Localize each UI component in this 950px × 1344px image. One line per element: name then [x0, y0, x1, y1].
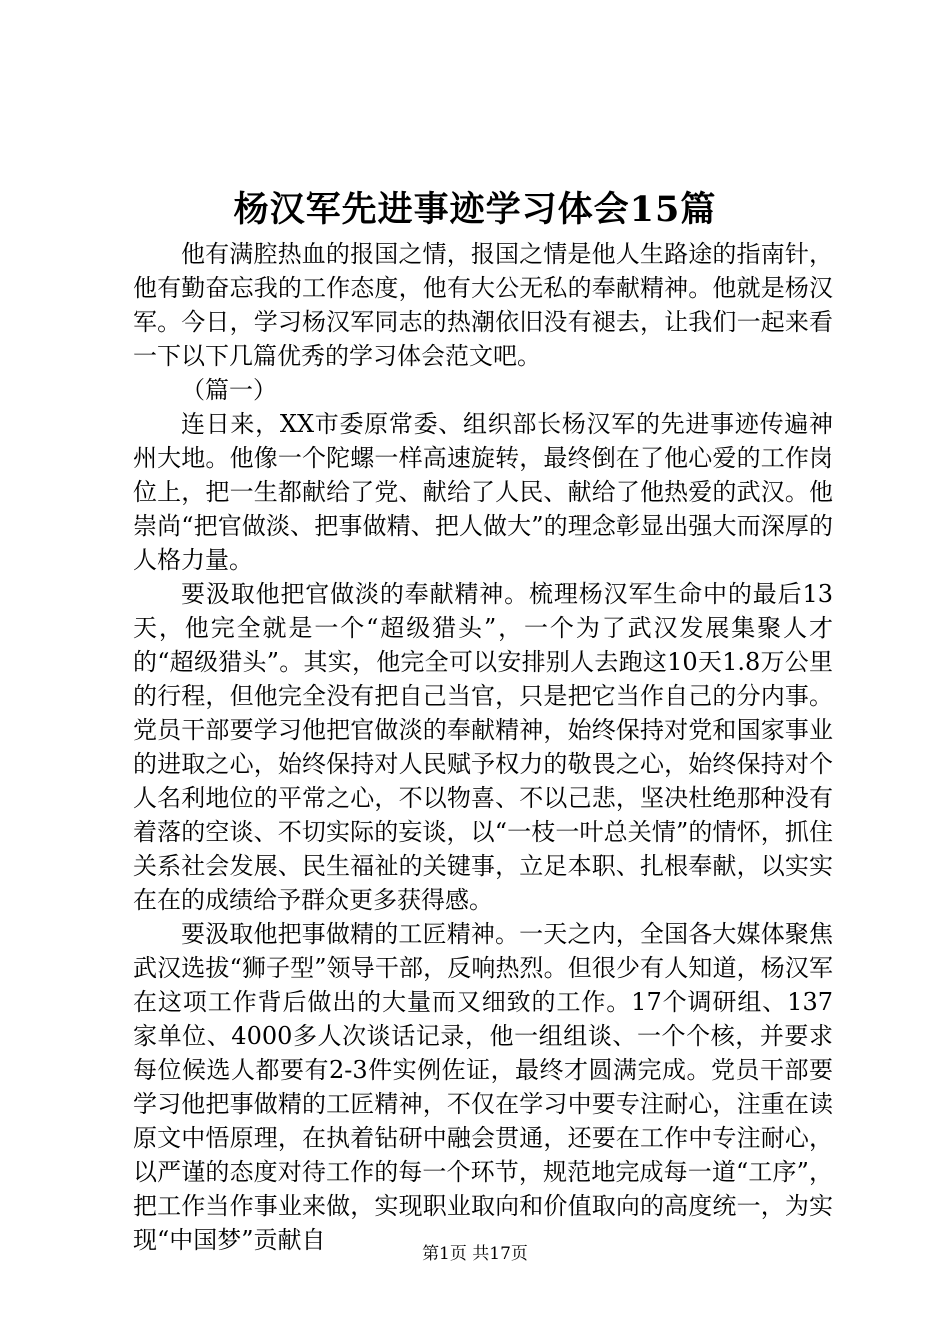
body-paragraph: 连日来，XX市委原常委、组织部长杨汉军的先进事迹传遍神州大地。他像一个陀螺一样高速旋转，最终倒在了他心爱的工作岗位上，把一生都献给了党、献给了人民、献给了他热爱的武汉。他崇尚“把官做淡、把事做精、把人做大”的理念彰显出强大而深厚的人格力量。	[133, 410, 833, 574]
section-heading: （篇一）	[181, 376, 277, 404]
intro-paragraph: 他有满腔热血的报国之情，报国之情是他人生路途的指南针，他有勤奋忘我的工作态度，他有大公无私的奉献精神。他就是杨汉军。今日，学习杨汉军同志的热潮依旧没有褪去，让我们一起来看一下以下几篇优秀的学习体会范文吧。	[133, 240, 833, 370]
page-footer: 第1页 共17页	[422, 1244, 528, 1264]
body-paragraph: 要汲取他把官做淡的奉献精神。梳理杨汉军生命中的最后13天，他完全就是一个“超级猎头”，一个为了武汉发展集聚人才的“超级猎头”。其实，他完全可以安排别人去跑这10天1.8万公里的行程，但他完全没有把自己当官，只是把它当作自己的分内事。党员干部要学习他把官做淡的奉献精神，始终保持对党和国家事业的进取之心，始终保持对人民赋予权力的敬畏之心，始终保持对个人名利地位的平常之心，不以物喜、不以己悲，坚决杜绝那种没有着落的空谈、不切实际的妄谈，以“一枝一叶总关情”的情怀，抓住关系社会发展、民生福祉的关键事，立足本职、扎根奉献，以实实在在的成绩给予群众更多获得感。	[133, 580, 833, 914]
document-body	[133, 237, 833, 1257]
body-paragraph: 要汲取他把事做精的工匠精神。一天之内，全国各大媒体聚焦武汉选拔“狮子型”领导干部，反响热烈。但很少有人知道，杨汉军在这项工作背后做出的大量而又细致的工作。17个调研组、137家单位、4000多人次谈话记录，他一组组谈、一个个核，并要求每位候选人都要有2-3件实例佐证，最终才圆满完成。党员干部要学习他把事做精的工匠精神，不仅在学习中要专注耐心，注重在读原文中悟原理，在执着钻研中融会贯通，还要在工作中专注耐心，以严谨的态度对待工作的每一个环节，规范地完成每一道“工序”，把工作当作事业来做，实现职业取向和价值取向的高度统一，为实现“中国梦”贡献自	[133, 920, 833, 1254]
document-title: 杨汉军先进事迹学习体会15篇	[233, 189, 717, 230]
